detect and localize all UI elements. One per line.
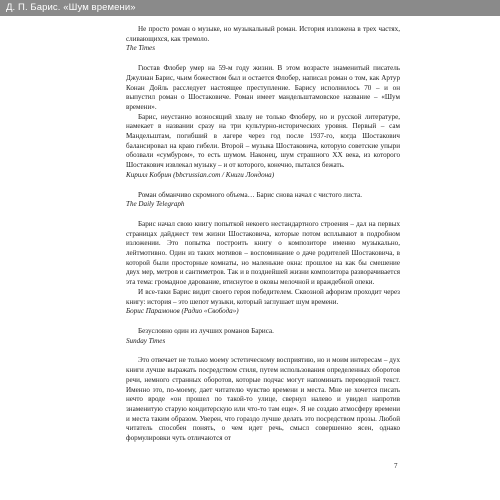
review-block <box>126 25 400 54</box>
page-number: 7 <box>394 462 398 470</box>
review-block <box>126 327 400 346</box>
review-source: The Daily Telegraph <box>126 200 185 209</box>
review-block <box>126 356 400 443</box>
review-paragraph: Безусловно один из лучших романов Бариса. <box>138 326 274 335</box>
review-paragraph: Это отвечает не только моему эстетическому восприятию, но и моим интересам – дух книги лучше выражать посредством стиля, путем использования определенных оборотов речи, немного странных оборотов, которые подчас могут напоминать переводной текст. Именно это, по-моему, дает читателю чувство времени и места. Мне не хочется писать нечто вроде «он прошел по такой-то улице, свернул налево и увидел напротив знаменитую старую кондитерскую или что-то там еще». Я не создаю атмосферу времени и места таким образом. Уверен, что гораздо лучше делать это посредством прозы. Любой читатель способен понять, о чем идет речь, смысл совершенно ясен, однако формулировки чуть отличаются от <box>126 356 400 443</box>
review-block <box>126 220 400 317</box>
review-paragraph: Барис начал свою книгу попыткой некоего нестандартного строения – дал на первых страницах дайджест тем жизни Шостаковича, которые потом всплывают в подробном изложении. Это попытка построить книгу о композиторе именно музыкально, лейтмотивно. Один из таких мотивов – воспоминание о даче родителей Шостаковича, в которой были просторные комнаты, но маленькие окна: прошлое на как бы смешение двух мер, метров и сантиметров. Так и в позднейшей жизни композитора разворачивается эта тема: громадное дарование, втиснутое в оковы мелочной и враждебной опеки. <box>126 219 400 287</box>
reviews-column <box>126 25 400 454</box>
running-header: Д. П. Барис. «Шум времени» <box>0 0 500 16</box>
review-paragraph: Гюстав Флобер умер на 59-м году жизни. В этом возрасте знаменитый писатель Джулиан Барис, чьим божеством был и остается Флобер, написал роман о том, как Артур Конан Дойль расследует настоящее преступление. Барису исполнилось 70 – и он выпустил роман о Шостаковиче. Роман имеет мандельштамовское название – «Шум времени». <box>126 64 400 111</box>
review-paragraph: Не просто роман о музыке, но музыкальный роман. История изложена в трех частях, сливающихся, как тремолo. <box>126 25 400 43</box>
review-paragraph: Роман обманчиво скромного объема… Барис снова начал с чистого листа. <box>138 190 363 199</box>
review-source: The Times <box>126 44 155 53</box>
review-source: Кирилл Кобрин (bbcrussian.com / Книги Лондона) <box>126 170 275 179</box>
review-block <box>126 64 400 180</box>
review-paragraph: Барис, неустанно возносящий хвалу не только Флоберу, но и русской литературе, намекает в названии сразу на три культурно-исторических уровня. Первый – сам Мандельштам, погибший в лагере через год после 1937-го, когда Шостакович балансировал на краю гибели. Второй – музыка Шостаковича, которую советские упыри обозвали «сумбуром», то есть шумом. Наконец, шум страшного XX века, из которого Шостакович извлекал музыку – и от которого, конечно, пытался бежать. <box>126 112 400 170</box>
review-paragraph: И все-таки Барис видит своего героя победителем. Сквозной афоризм проходит через книгу: история – это шепот музыки, который заглушает шум времени. <box>126 287 400 306</box>
review-source: Sunday Times <box>126 336 166 345</box>
review-block <box>126 191 400 210</box>
review-source: Борис Парамонов (Радио «Свобода») <box>126 307 239 316</box>
